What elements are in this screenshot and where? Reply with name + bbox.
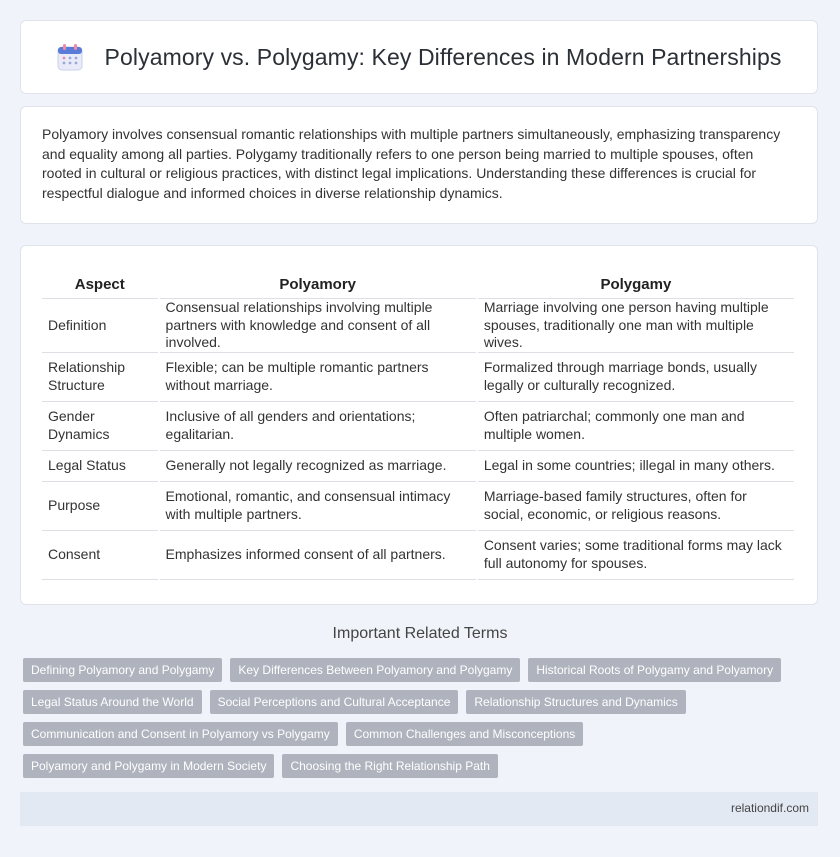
related-term-tag[interactable]: Legal Status Around the World (23, 690, 202, 714)
comparison-table (40, 262, 796, 580)
cell-polygamy: Formalized through marriage bonds, usually legally or culturally recognized. (478, 353, 794, 402)
cell-polygamy: Marriage-based family structures, often for social, economic, or religious reasons. (478, 482, 794, 531)
comparison-card (20, 245, 818, 605)
related-term-tag[interactable]: Historical Roots of Polygamy and Polyamory (528, 658, 781, 682)
intro-paragraph: Polyamory involves consensual romantic relationships with multiple partners simultaneously, emphasizing transparency and equality among all parties. Polygamy traditionally refers to one person being married to multiple spouses, often rooted in cultural or religious practices, with distinct legal implications. Understanding these differences is crucial for respectful dialogue and informed choices in diverse relationship dynamics. (42, 126, 781, 201)
header-aspect: Aspect (42, 262, 158, 299)
cell-aspect: Gender Dynamics (42, 402, 158, 451)
table-row (42, 531, 794, 580)
table-row (42, 402, 794, 451)
related-term-tag[interactable]: Common Challenges and Misconceptions (346, 722, 583, 746)
cell-polyamory: Emphasizes informed consent of all partners. (160, 531, 476, 580)
related-term-tag[interactable]: Social Perceptions and Cultural Acceptance (210, 690, 459, 714)
table-row (42, 299, 794, 353)
table-header-row (42, 262, 794, 299)
header-polyamory: Polyamory (160, 262, 476, 299)
related-term-tag[interactable]: Polyamory and Polygamy in Modern Society (23, 754, 274, 778)
related-terms-list (23, 658, 813, 786)
header-polygamy: Polygamy (478, 262, 794, 299)
cell-polygamy: Often patriarchal; commonly one man and multiple women. (478, 402, 794, 451)
table-row (42, 451, 794, 482)
cell-polygamy: Marriage involving one person having multiple spouses, traditionally one man with multiple wives. (478, 299, 794, 353)
cell-polyamory: Flexible; can be multiple romantic partners without marriage. (160, 353, 476, 402)
cell-polyamory: Emotional, romantic, and consensual intimacy with multiple partners. (160, 482, 476, 531)
title-card (20, 20, 818, 94)
cell-aspect: Legal Status (42, 451, 158, 482)
cell-aspect: Definition (42, 299, 158, 353)
cell-polygamy: Legal in some countries; illegal in many others. (478, 451, 794, 482)
footer-site-link[interactable]: relationdif.com (730, 801, 809, 815)
page-title: Polyamory vs. Polygamy: Key Differences in Modern Partnerships (104, 43, 782, 70)
table-row (42, 353, 794, 402)
table-row (42, 482, 794, 531)
cell-polyamory: Inclusive of all genders and orientations; egalitarian. (160, 402, 476, 451)
cell-polyamory: Generally not legally recognized as marriage. (160, 451, 476, 482)
related-term-tag[interactable]: Communication and Consent in Polyamory vs Polygamy (23, 722, 338, 746)
related-term-tag[interactable]: Key Differences Between Polyamory and Polygamy (230, 658, 520, 682)
calendar-icon (57, 43, 83, 71)
related-term-tag[interactable]: Choosing the Right Relationship Path (282, 754, 497, 778)
cell-aspect: Purpose (42, 482, 158, 531)
intro-card (20, 106, 818, 224)
related-terms-heading: Important Related Terms (332, 625, 508, 642)
cell-aspect: Consent (42, 531, 158, 580)
cell-aspect: Relationship Structure (42, 353, 158, 402)
related-term-tag[interactable]: Defining Polyamory and Polygamy (23, 658, 222, 682)
cell-polygamy: Consent varies; some traditional forms may lack full autonomy for spouses. (478, 531, 794, 580)
footer (20, 792, 818, 826)
related-term-tag[interactable]: Relationship Structures and Dynamics (466, 690, 685, 714)
cell-polyamory: Consensual relationships involving multiple partners with knowledge and consent of all involved. (160, 299, 476, 353)
